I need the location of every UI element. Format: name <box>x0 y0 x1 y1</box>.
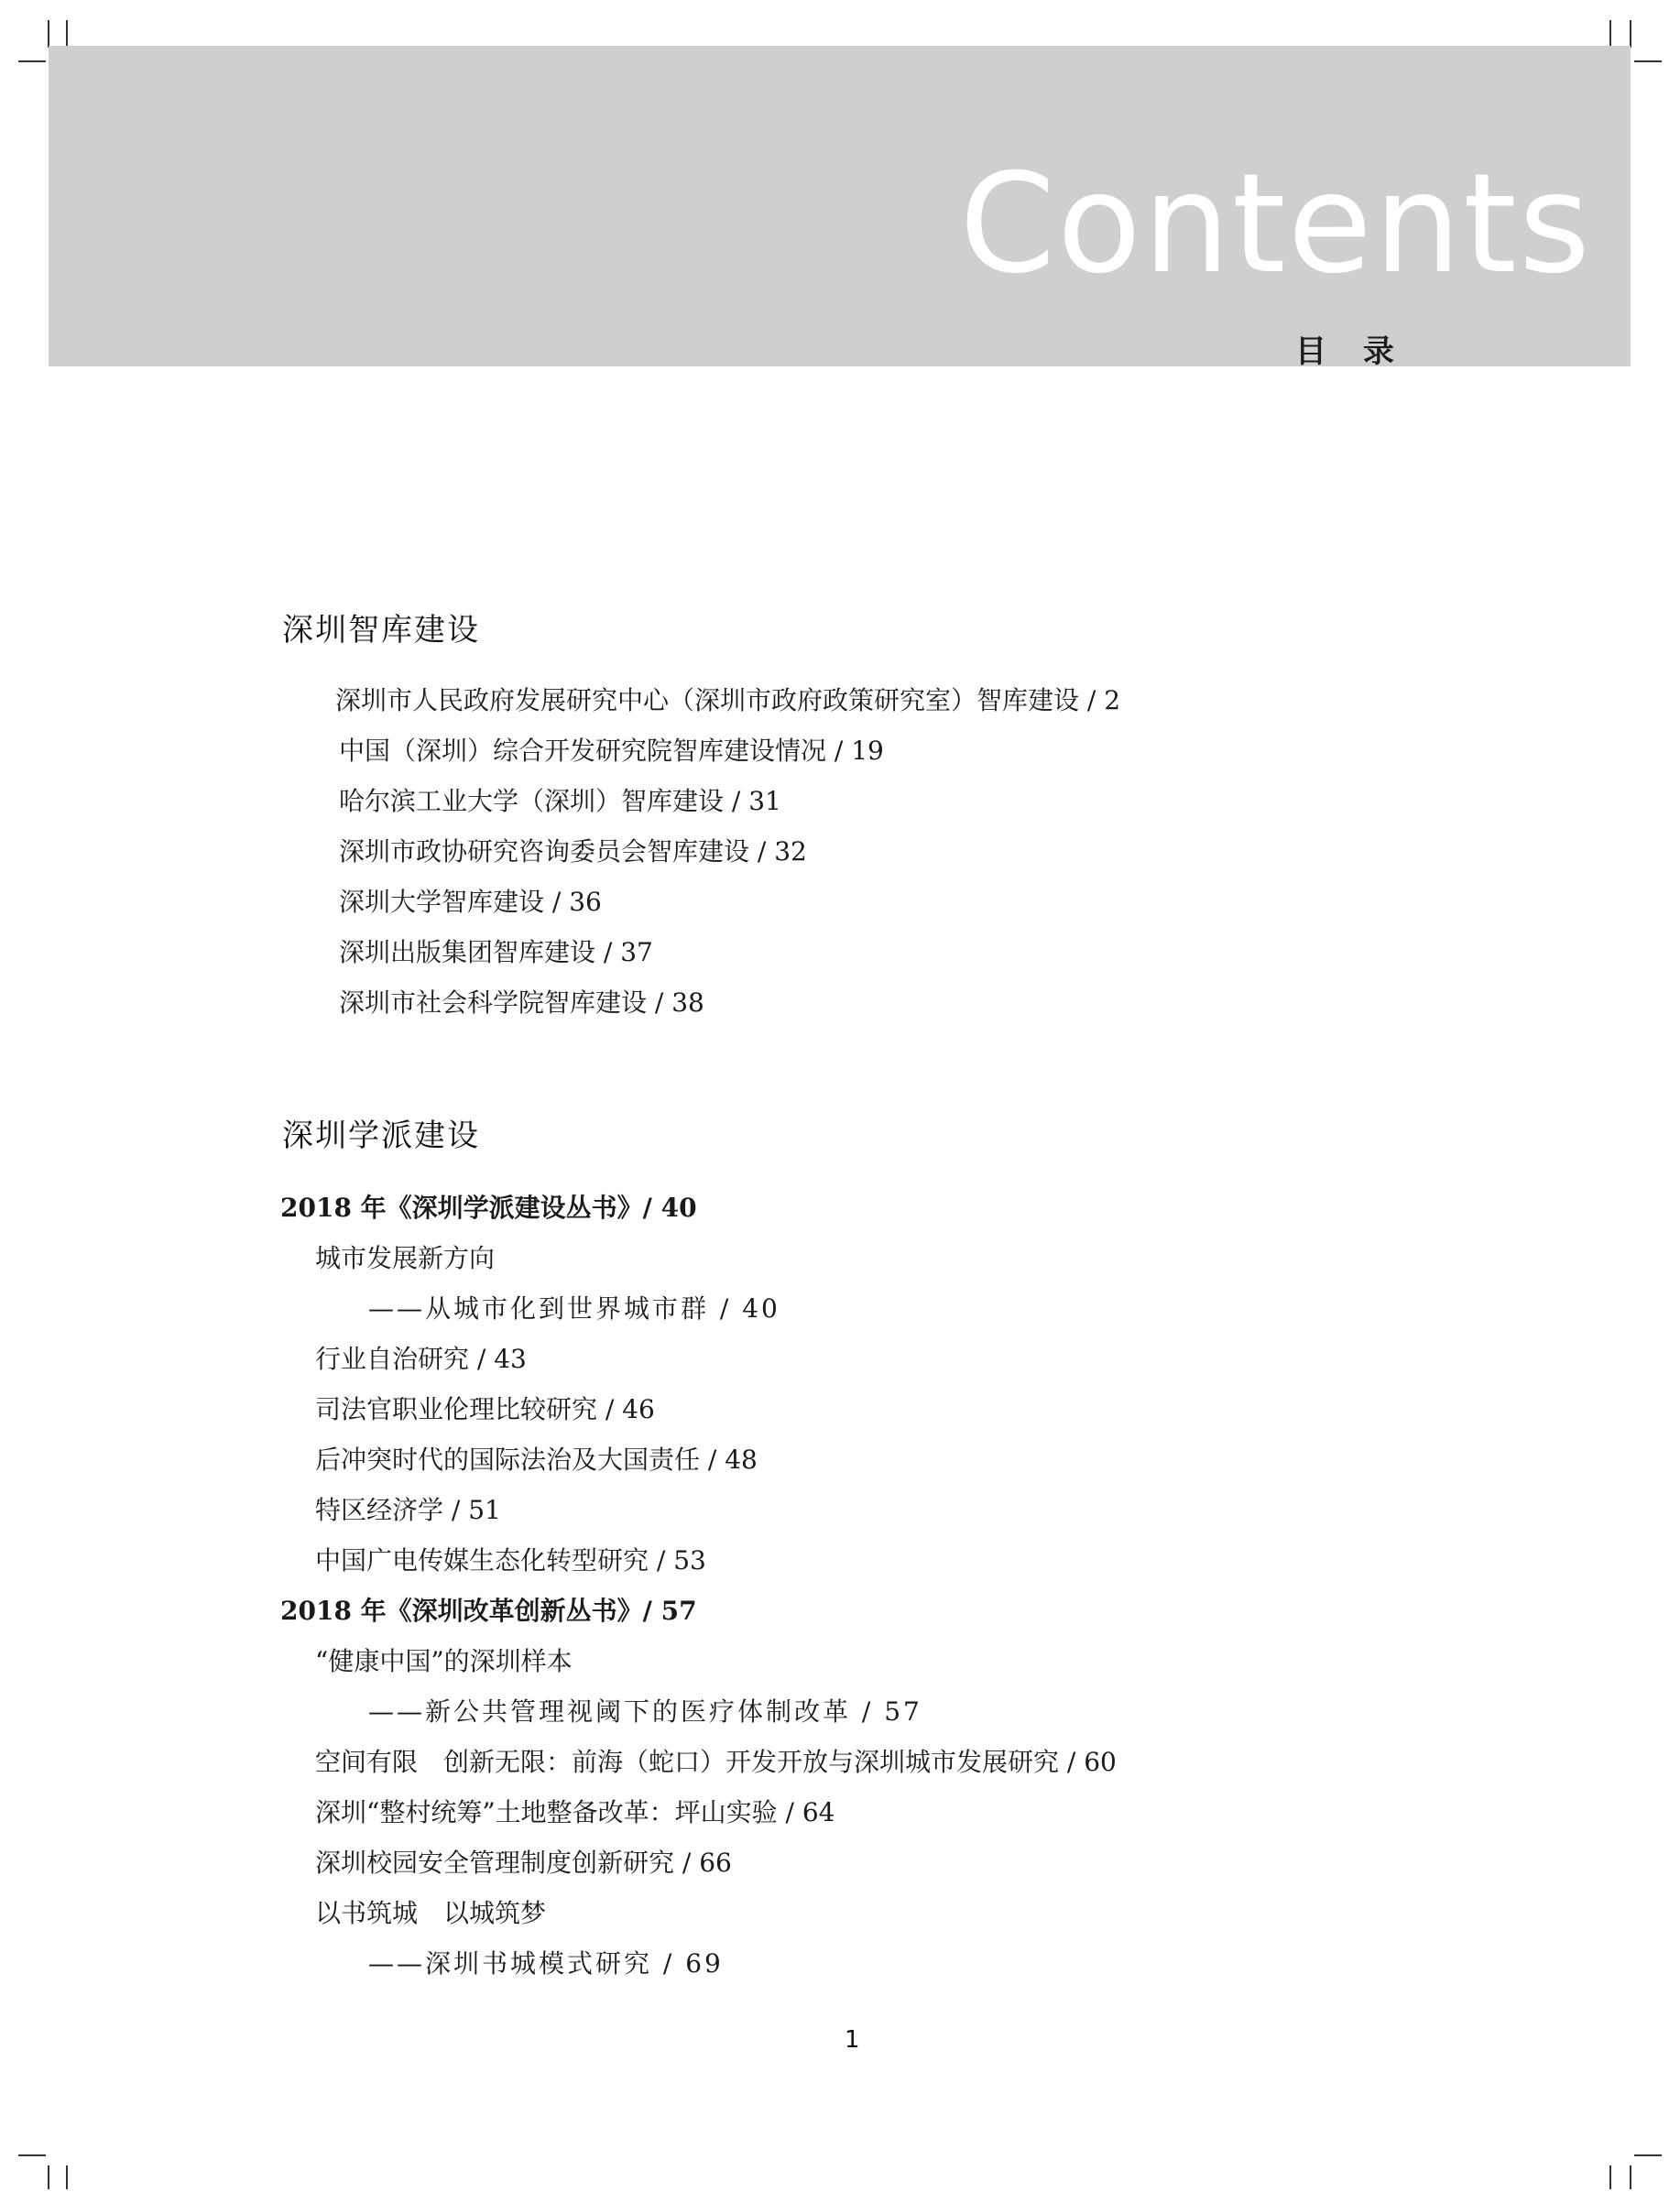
toc-entry: 空间有限 创新无限：前海（蛇口）开发开放与深圳城市发展研究 / 60 <box>315 1747 1117 1777</box>
toc-entry: 深圳市社会科学院智库建设 / 38 <box>339 987 704 1018</box>
crop-mark <box>66 2165 68 2189</box>
toc-entry: 深圳市政协研究咨询委员会智库建设 / 32 <box>339 836 807 867</box>
contents-title-en: Contents <box>959 145 1592 304</box>
crop-mark <box>1634 60 1662 62</box>
series-entry: 2018 年《深圳学派建设丛书》/ 40 <box>280 1193 697 1223</box>
toc-entry: 特区经济学 / 51 <box>315 1495 501 1525</box>
toc-entry: 哈尔滨工业大学（深圳）智库建设 / 31 <box>339 786 781 816</box>
toc-entry: 城市发展新方向 <box>315 1243 496 1273</box>
toc-entry: 行业自治研究 / 43 <box>315 1344 527 1374</box>
toc-subtitle: ——从城市化到世界城市群 / 40 <box>368 1293 780 1324</box>
toc-entry: 深圳“整村统筹”土地整备改革：坪山实验 / 64 <box>315 1797 835 1827</box>
crop-mark <box>48 20 49 48</box>
page-number: 1 <box>845 2026 860 2054</box>
toc-entry: “健康中国”的深圳样本 <box>315 1646 573 1676</box>
crop-mark <box>1634 2154 1662 2156</box>
toc-entry: 中国（深圳）综合开发研究院智库建设情况 / 19 <box>339 736 884 766</box>
toc-subtitle: ——深圳书城模式研究 / 69 <box>368 1948 724 1979</box>
toc-entry: 后冲突时代的国际法治及大国责任 / 48 <box>315 1445 758 1475</box>
crop-mark <box>48 2165 49 2189</box>
crop-mark <box>1609 20 1611 48</box>
contents-title-zh: 目 录 <box>1295 333 1407 370</box>
toc-entry: 深圳校园安全管理制度创新研究 / 66 <box>315 1848 732 1878</box>
toc-entry: 深圳出版集团智库建设 / 37 <box>339 937 653 967</box>
crop-mark <box>1630 20 1631 48</box>
section-heading: 深圳学派建设 <box>282 1118 480 1154</box>
crop-mark <box>1609 2165 1611 2189</box>
toc-entry: 司法官职业伦理比较研究 / 46 <box>315 1394 655 1424</box>
toc-entry: 以书筑城 以城筑梦 <box>315 1898 547 1928</box>
toc-subtitle: ——新公共管理视阈下的医疗体制改革 / 57 <box>368 1696 922 1727</box>
crop-mark <box>18 60 46 62</box>
toc-entry: 深圳市人民政府发展研究中心（深圳市政府政策研究室）智库建设 / 2 <box>335 685 1121 715</box>
crop-mark <box>66 20 68 48</box>
toc-entry: 中国广电传媒生态化转型研究 / 53 <box>315 1545 706 1576</box>
toc-entry: 深圳大学智库建设 / 36 <box>339 887 602 917</box>
series-entry: 2018 年《深圳改革创新丛书》/ 57 <box>280 1596 697 1626</box>
section-heading: 深圳智库建设 <box>282 612 480 649</box>
crop-mark <box>1630 2165 1631 2189</box>
crop-mark <box>18 2154 46 2156</box>
